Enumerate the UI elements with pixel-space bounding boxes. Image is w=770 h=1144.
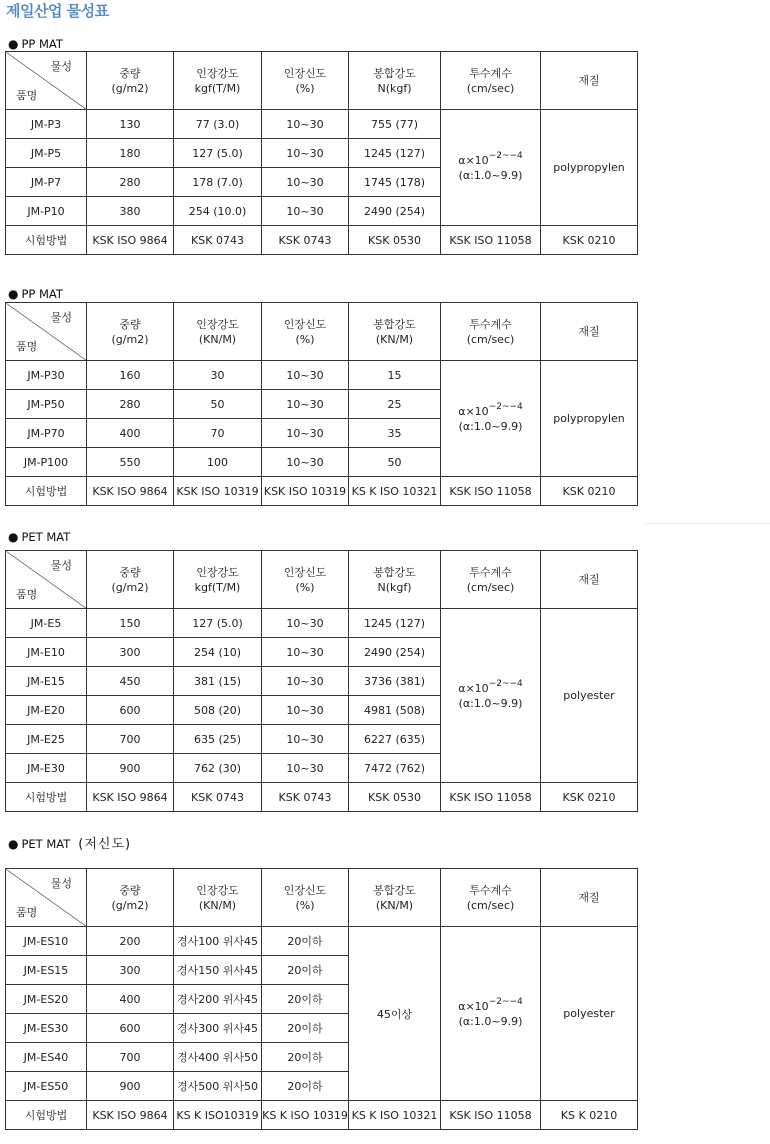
table-row: JM-P10 380 254 (10.0) 10~30 2490 (254) [6,197,638,226]
bullet-icon: ● [8,37,19,51]
header-seam: 봉합강도 N(kgf) [349,52,441,110]
header-tensile: 인장강도 kgf(T/M) [174,52,262,110]
permeability-cell: $\alpha\times 10^{-2\sim-4}$ (α:1.0~9.9) [441,110,541,226]
header-tensile: 인장강도 kgf(T/M) [174,551,262,609]
header-seam: 봉합강도 (KN/M) [349,303,441,361]
table-row: JM-ES20 400 경사200 위사45 20이하 [6,985,638,1014]
header-material: 재질 [541,303,638,361]
header-tensile: 인장강도 (KN/M) [174,303,262,361]
bullet-icon: ● [8,837,19,851]
material-cell: polypropylen [541,361,638,477]
spec-table [5,868,638,1130]
table-row: JM-P70 400 70 10~30 35 [6,419,638,448]
table-row: JM-ES15 300 경사150 위사45 20이하 [6,956,638,985]
seam-cell: 45이상 [349,927,441,1101]
header-weight: 중량 (g/m2) [87,52,174,110]
header-weight: 중량 (g/m2) [87,303,174,361]
table-row: JM-ES40 700 경사400 위사50 20이하 [6,1043,638,1072]
header-tensile: 인장강도 (KN/M) [174,869,262,927]
header-weight: 중량 (g/m2) [87,551,174,609]
bullet-icon: ● [8,530,19,544]
section-label: ● PET MAT (저신도) [8,837,132,852]
divider [645,523,770,524]
header-seam: 봉합강도 N(kgf) [349,551,441,609]
material-cell: polyester [541,927,638,1101]
test-method-row: 시험방법 KSK ISO 9864 KSK 0743 KSK 0743 KSK 0530 KSK ISO 11058 KSK 0210 [6,783,638,812]
header-permeability: 투수계수 (cm/sec) [441,52,541,110]
header-material: 재질 [541,52,638,110]
permeability-cell: $\alpha\times 10^{-2\sim-4}$ (α:1.0~9.9) [441,609,541,783]
page-title: 제일산업 물성표 [6,2,109,20]
table-row: JM-P7 280 178 (7.0) 10~30 1745 (178) [6,168,638,197]
table-row: JM-E15 450 381 (15) 10~30 3736 (381) [6,667,638,696]
header-elongation: 인장신도 (%) [262,869,349,927]
test-method-row: 시험방법 KSK ISO 9864 KSK 0743 KSK 0743 KSK 0530 KSK ISO 11058 KSK 0210 [6,226,638,255]
table-row: JM-P100 550 100 10~30 50 [6,448,638,477]
header-elongation: 인장신도 (%) [262,52,349,110]
table-row: JM-P5 180 127 (5.0) 10~30 1245 (127) [6,139,638,168]
table-row: JM-ES30 600 경사300 위사45 20이하 [6,1014,638,1043]
permeability-cell: $\alpha\times 10^{-2\sim-4}$ (α:1.0~9.9) [441,361,541,477]
test-method-row: 시험방법 KSK ISO 9864 KSK ISO 10319 KSK ISO 10319 KS K ISO 10321 KSK ISO 11058 KSK 0210 [6,477,638,506]
section-label: ● PET MAT [8,530,71,544]
header-elongation: 인장신도 (%) [262,551,349,609]
permeability-cell: $\alpha\times 10^{-2\sim-4}$ (α:1.0~9.9) [441,927,541,1101]
table-row: JM-E25 700 635 (25) 10~30 6227 (635) [6,725,638,754]
corner-header: 물성 품명 [6,303,87,361]
test-method-row: 시험방법 KSK ISO 9864 KS K ISO10319 KS K ISO 10319 KS K ISO 10321 KSK ISO 11058 KS K 0210 [6,1101,638,1130]
spec-table [5,550,638,812]
material-cell: polyester [541,609,638,783]
material-cell: polypropylen [541,110,638,226]
table-row: JM-P3 130 77 (3.0) 10~30 755 (77) $\alpha\times 10^{-2\sim-4}$ (α:1.0~9.9) polypropylen [6,110,638,139]
spec-table [5,51,638,255]
corner-header: 물성 품명 [6,551,87,609]
corner-header: 물성 품명 [6,52,87,110]
header-material: 재질 [541,551,638,609]
table-row: JM-E20 600 508 (20) 10~30 4981 (508) [6,696,638,725]
table-row: JM-ES50 900 경사500 위사50 20이하 [6,1072,638,1101]
header-permeability: 투수계수 (cm/sec) [441,303,541,361]
table-row: JM-ES10 200 경사100 위사45 20이하 45이상 $\alpha\times 10^{-2\sim-4}$ (α:1.0~9.9) polyester [6,927,638,956]
section-label: ● PP MAT [8,37,63,51]
header-elongation: 인장신도 (%) [262,303,349,361]
header-material: 재질 [541,869,638,927]
header-seam: 봉합강도 (KN/M) [349,869,441,927]
header-weight: 중량 (g/m2) [87,869,174,927]
table-row: JM-E5 150 127 (5.0) 10~30 1245 (127) $\alpha\times 10^{-2\sim-4}$ (α:1.0~9.9) polyester [6,609,638,638]
header-permeability: 투수계수 (cm/sec) [441,551,541,609]
section-label: ● PP MAT [8,287,63,301]
table-row: JM-P50 280 50 10~30 25 [6,390,638,419]
table-row: JM-E30 900 762 (30) 10~30 7472 (762) [6,754,638,783]
bullet-icon: ● [8,287,19,301]
header-permeability: 투수계수 (cm/sec) [441,869,541,927]
spec-table [5,302,638,506]
table-row: JM-P30 160 30 10~30 15 $\alpha\times 10^{-2\sim-4}$ (α:1.0~9.9) polypropylen [6,361,638,390]
table-row: JM-E10 300 254 (10) 10~30 2490 (254) [6,638,638,667]
corner-header: 물성 품명 [6,869,87,927]
